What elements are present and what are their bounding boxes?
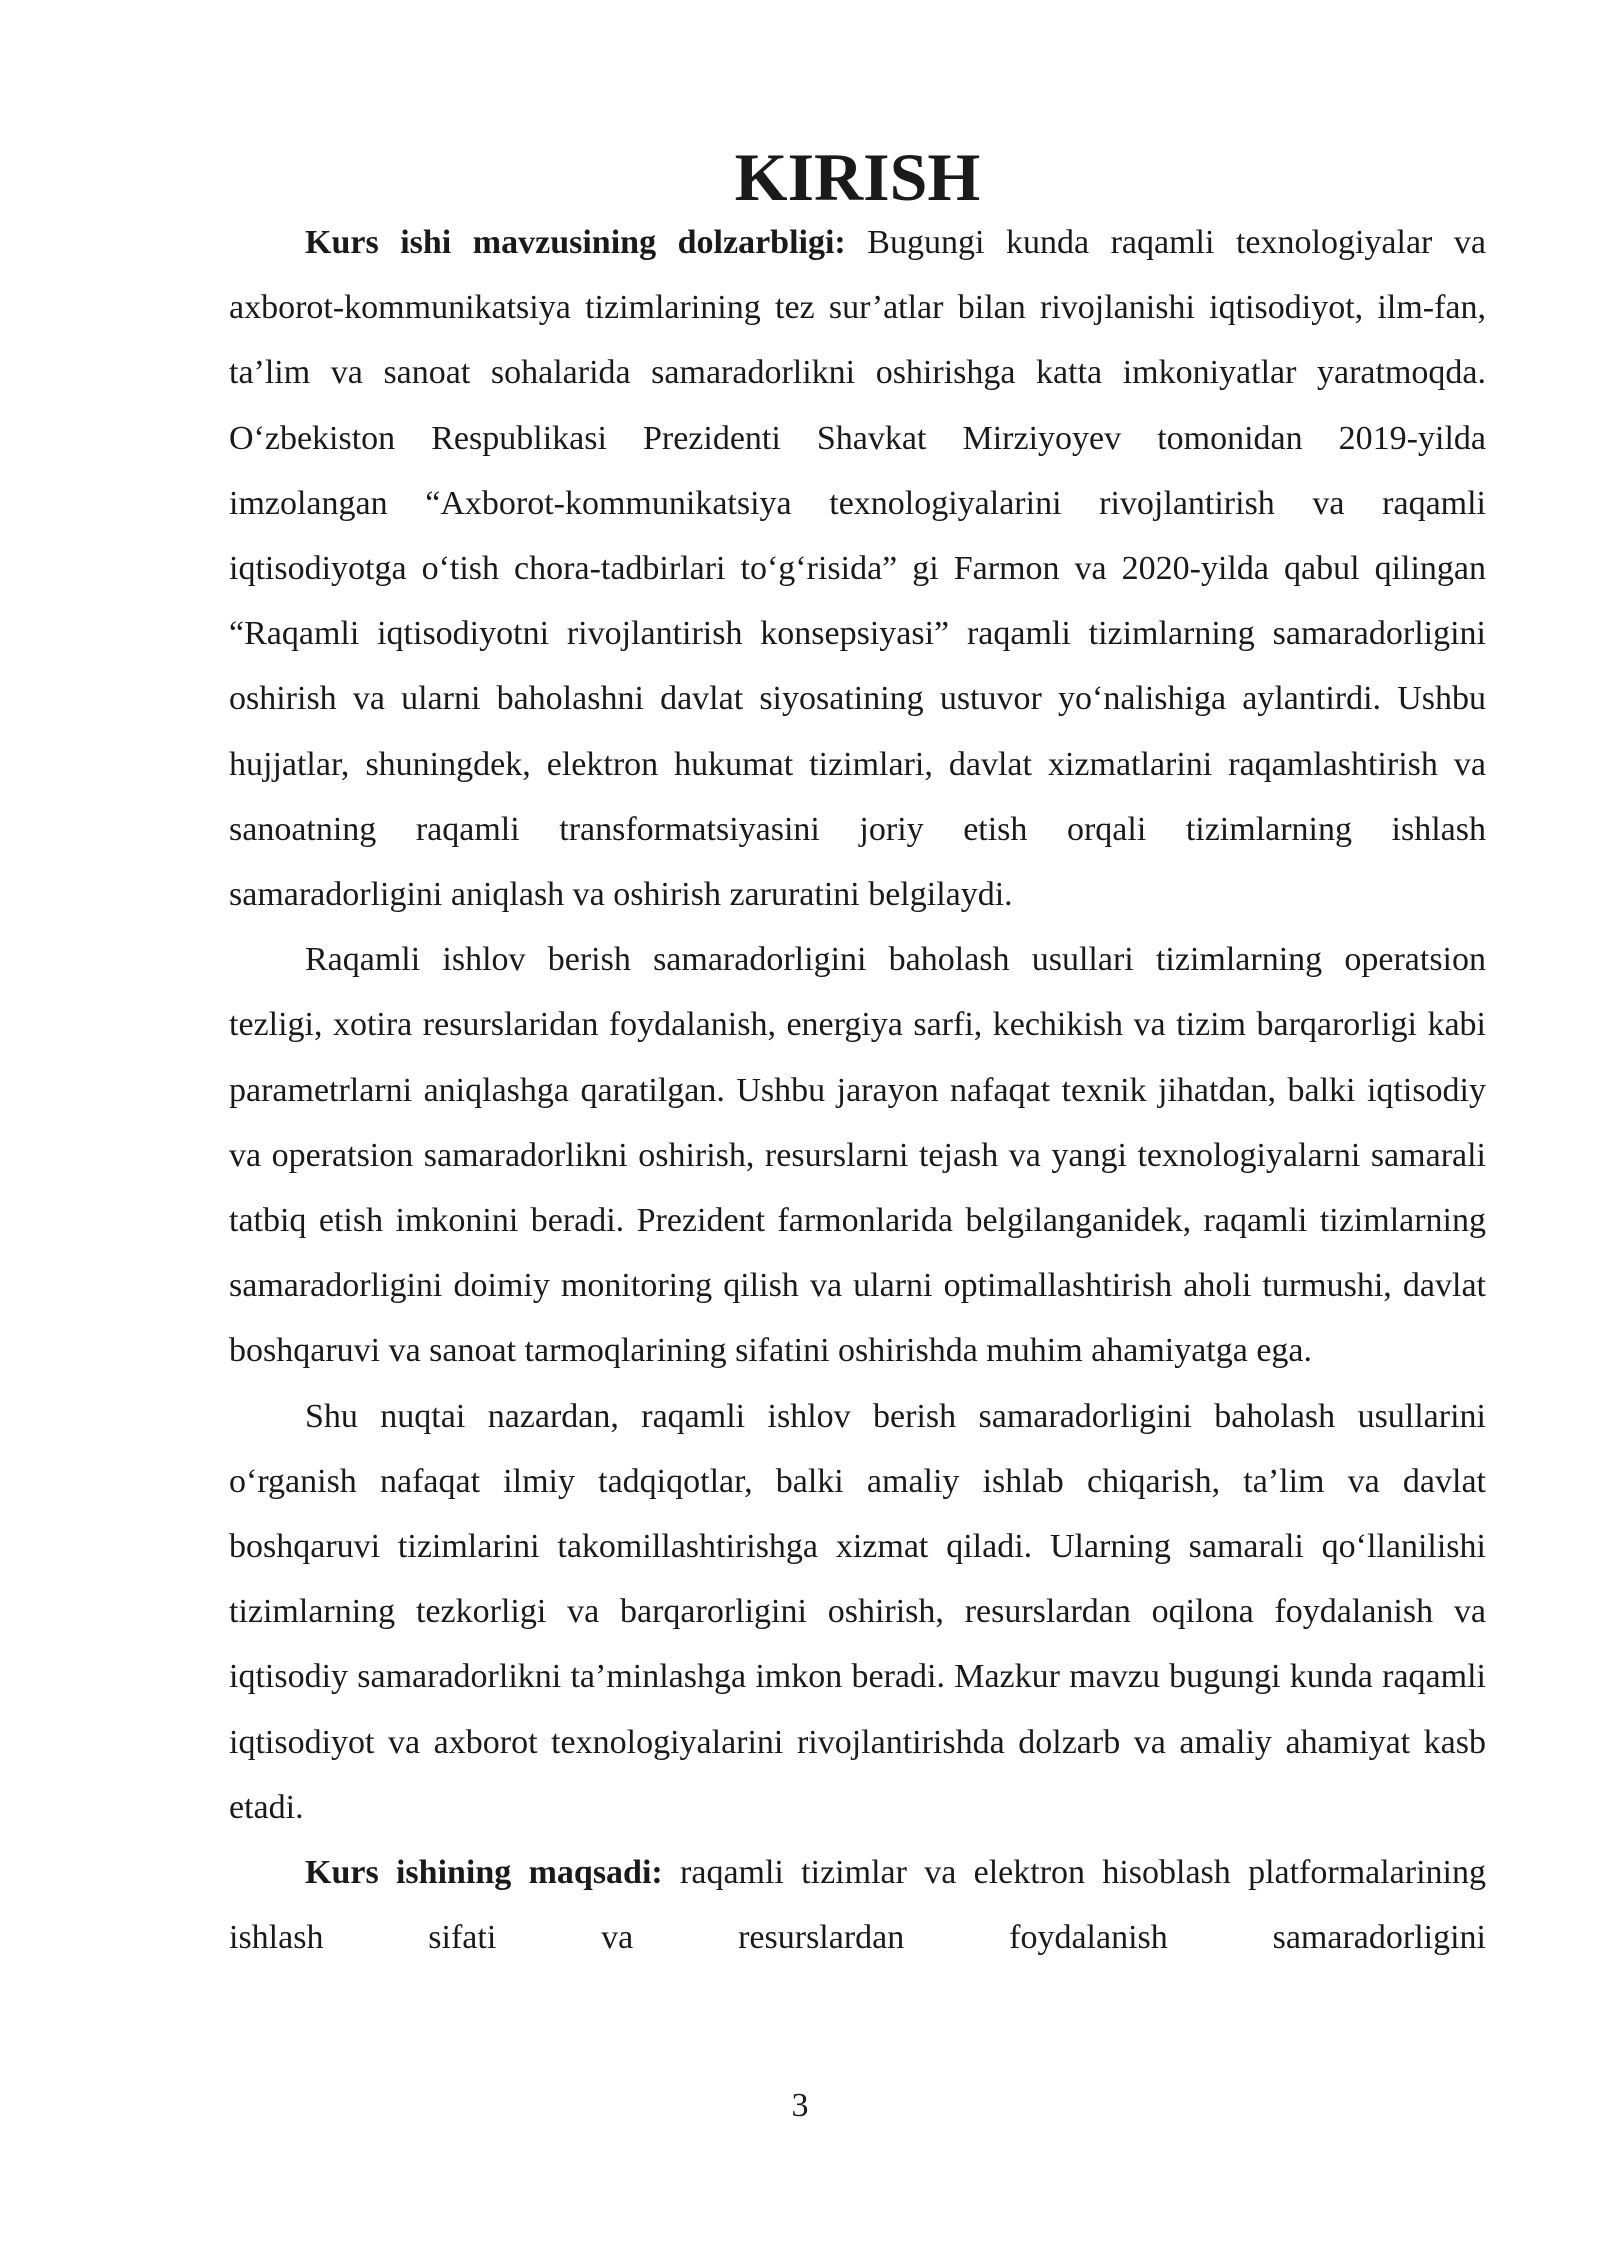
paragraph-lead-goal: Kurs ishining maqsadi:	[305, 1854, 663, 1892]
paragraph-text-goal: raqamli tizimlar va elektron hisoblash platformalarining ishlash sifati va resurslardan foydalanish samaradorligini	[229, 1854, 1486, 1957]
page-number: 3	[791, 2087, 809, 2124]
paragraph-text-significance: Shu nuqtai nazardan, raqamli ishlov berish samaradorligini baholash usullarini o‘rganish nafaqat ilmiy tadqiqotlar, balki amaliy ishlab chiqarish, ta’lim va davlat boshqaruvi tizimlarini takomillashtirishga xizmat qiladi. Ularning samarali qo‘llanilishi tizimlarning tezkorligi va barqarorligini oshirish, resurslardan oqilona foydalanish va iqtisodiy samaradorlikni ta’minlashga imkon beradi. Mazkur mavzu bugungi kunda raqamli iqtisodiyot va axborot texnologiyalarini rivojlantirishda dolzarb va amaliy ahamiyat kasb etadi.	[229, 1397, 1486, 1826]
page-body	[229, 139, 1486, 1970]
paragraph-lead-relevance: Kurs ishi mavzusining dolzarbligi:	[305, 224, 846, 261]
paragraph-relevance	[229, 210, 1486, 927]
paragraph-goal	[229, 1840, 1486, 1970]
paragraph-evaluation-methods	[229, 927, 1486, 1383]
section-title: KIRISH	[734, 139, 981, 215]
paragraph-text-relevance: Bugungi kunda raqamli texnologiyalar va axborot-kommunikatsiya tizimlarining tez sur’atlar bilan rivojlanishi iqtisodiyot, ilm-fan, ta’lim va sanoat sohalarida samaradorlikni oshirishga katta imkoniyatlar yaratmoqda. O‘zbekiston Respublikasi Prezidenti Shavkat Mirziyoyev tomonidan 2019-yilda imzolangan “Axborot-kommunikatsiya texnologiyalarini rivojlantirish va raqamli iqtisodiyotga o‘tish chora-tadbirlari to‘g‘risida” gi Farmon va 2020-yilda qabul qilingan “Raqamli iqtisodiyotni rivojlantirish konsepsiyasi” raqamli tizimlarning samaradorligini oshirish va ularni baholashni davlat siyosatining ustuvor yo‘nalishiga aylantirdi. Ushbu hujjatlar, shuningdek, elektron hukumat tizimlari, davlat xizmatlarini raqamlashtirish va sanoatning raqamli transformatsiyasini joriy etish orqali tizimlarning ishlash samaradorligini aniqlash va oshirish zaruratini belgilaydi.	[229, 224, 1486, 914]
paragraph-text-evaluation-methods: Raqamli ishlov berish samaradorligini baholash usullari tizimlarning operatsion tezligi, xotira resurslaridan foydalanish, energiya sarfi, kechikish va tizim barqarorligi kabi parametrlarni aniqlashga qaratilgan. Ushbu jarayon nafaqat texnik jihatdan, balki iqtisodiy va operatsion samaradorlikni oshirish, resurslarni tejash va yangi texnologiyalarni samarali tatbiq etish imkonini beradi. Prezident farmonlarida belgilanganidek, raqamli tizimlarning samaradorligini doimiy monitoring qilish va ularni optimallashtirish aholi turmushi, davlat boshqaruvi va sanoat tarmoqlarining sifatini oshirishda muhim ahamiyatga ega.	[229, 941, 1486, 1370]
paragraph-significance	[229, 1384, 1486, 1840]
